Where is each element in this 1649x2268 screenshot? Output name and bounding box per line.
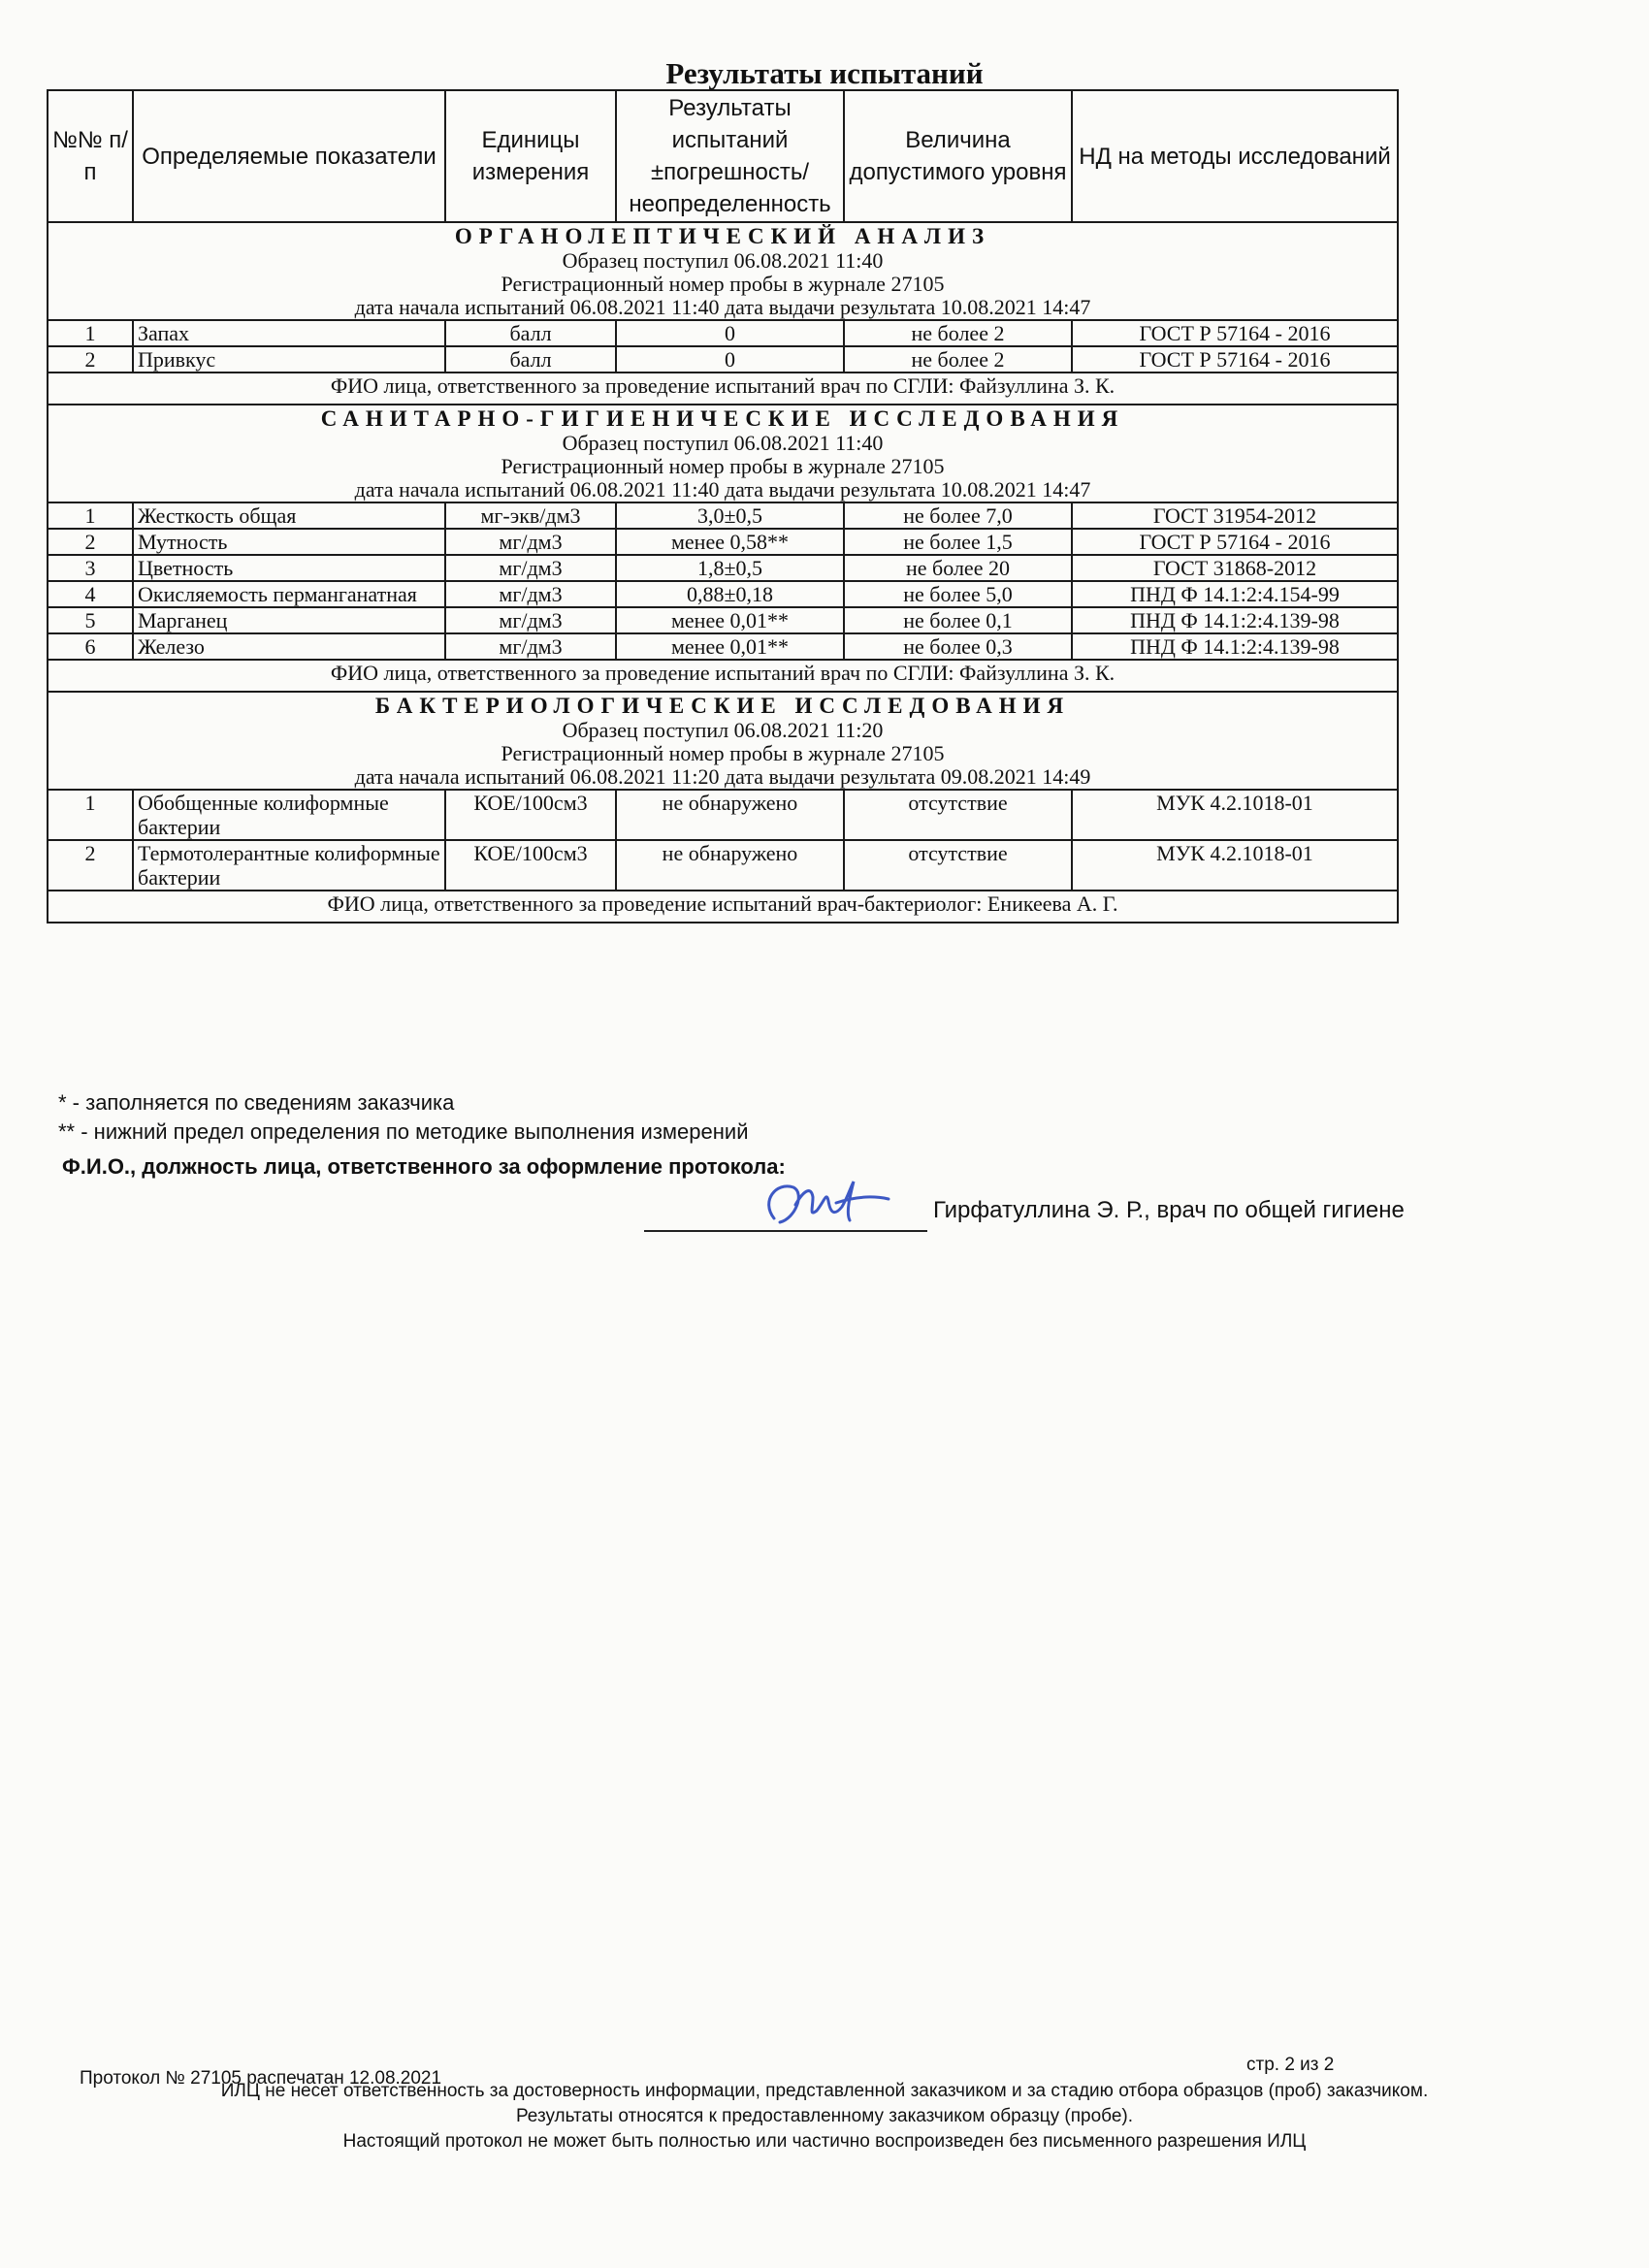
indicator-name: Обобщенные колиформные бактерии [133, 790, 445, 840]
method-cell: ПНД Ф 14.1:2:4.154-99 [1072, 581, 1398, 607]
method-cell: ГОСТ Р 57164 - 2016 [1072, 346, 1398, 373]
table-row [48, 346, 1398, 373]
table-row [48, 790, 1398, 840]
responsible-row [48, 891, 1398, 923]
footer-page-number: стр. 2 из 2 [1246, 2055, 1335, 2075]
method-cell: МУК 4.2.1018-01 [1072, 840, 1398, 891]
result-cell: менее 0,01** [616, 607, 844, 633]
section-header-cell [48, 405, 1398, 502]
row-number: 2 [48, 346, 133, 373]
method-cell: ГОСТ 31868-2012 [1072, 555, 1398, 581]
unit-cell: балл [445, 346, 616, 373]
unit-cell: мг/дм3 [445, 607, 616, 633]
limit-cell: не более 2 [844, 320, 1072, 346]
signer-name: Гирфатуллина Э. Р., врач по общей гигиене [933, 1197, 1405, 1223]
method-cell: ГОСТ Р 57164 - 2016 [1072, 529, 1398, 555]
indicator-name: Цветность [133, 555, 445, 581]
limit-cell: отсутствие [844, 790, 1072, 840]
test-dates: дата начала испытаний 06.08.2021 11:40 дата выдачи результата 10.08.2021 14:47 [354, 477, 1091, 502]
table-row [48, 581, 1398, 607]
responsible-person: ФИО лица, ответственного за проведение испытаний врач по СГЛИ: Файзуллина З. К. [48, 373, 1398, 405]
unit-cell: мг/дм3 [445, 555, 616, 581]
result-cell: 0 [616, 346, 844, 373]
registration-number: Регистрационный номер пробы в журнале 27105 [501, 272, 945, 296]
col-header-indicator: Определяемые показатели [133, 90, 445, 222]
method-cell: ГОСТ Р 57164 - 2016 [1072, 320, 1398, 346]
limit-cell: отсутствие [844, 840, 1072, 891]
responsible-person: ФИО лица, ответственного за проведение испытаний врач-бактериолог: Еникеева А. Г. [48, 891, 1398, 923]
signature-line [644, 1230, 927, 1232]
indicator-name: Окисляемость перманганатная [133, 581, 445, 607]
section-header [48, 222, 1398, 320]
header-row [48, 90, 1398, 222]
method-cell: ГОСТ 31954-2012 [1072, 502, 1398, 529]
unit-cell: мг/дм3 [445, 581, 616, 607]
footnote-lower-limit: ** - нижний предел определения по методике выполнения измерений [58, 1119, 749, 1144]
signer-label: Ф.И.О., должность лица, ответственного за оформление протокола: [62, 1154, 786, 1179]
responsible-person: ФИО лица, ответственного за проведение испытаний врач по СГЛИ: Файзуллина З. К. [48, 660, 1398, 692]
section-header-cell [48, 692, 1398, 790]
section-title: БАКТЕРИОЛОГИЧЕСКИЕ ИССЛЕДОВАНИЯ [374, 694, 1071, 718]
indicator-name: Запах [133, 320, 445, 346]
sample-received: Образец поступил 06.08.2021 11:20 [562, 718, 884, 742]
indicator-name: Марганец [133, 607, 445, 633]
unit-cell: мг-экв/дм3 [445, 502, 616, 529]
result-cell: 3,0±0,5 [616, 502, 844, 529]
unit-cell: мг/дм3 [445, 633, 616, 660]
table-row [48, 502, 1398, 529]
col-header-limit: Величина допустимого уровня [844, 90, 1072, 222]
results-table [47, 89, 1399, 923]
result-cell: 0,88±0,18 [616, 581, 844, 607]
result-cell: менее 0,58** [616, 529, 844, 555]
row-number: 6 [48, 633, 133, 660]
row-number: 1 [48, 790, 133, 840]
table-row [48, 607, 1398, 633]
unit-cell: КОЕ/100см3 [445, 790, 616, 840]
test-dates: дата начала испытаний 06.08.2021 11:40 дата выдачи результата 10.08.2021 14:47 [354, 295, 1091, 319]
registration-number: Регистрационный номер пробы в журнале 27105 [501, 741, 945, 765]
row-number: 5 [48, 607, 133, 633]
row-number: 1 [48, 320, 133, 346]
limit-cell: не более 5,0 [844, 581, 1072, 607]
unit-cell: мг/дм3 [445, 529, 616, 555]
method-cell: МУК 4.2.1018-01 [1072, 790, 1398, 840]
col-header-num: №№ п/п [48, 90, 133, 222]
result-cell: не обнаружено [616, 840, 844, 891]
footer-disclaimer-1: ИЛЦ не несет ответственность за достоверность информации, представленной заказчиком и за стадию отбора образцов (проб) заказчиком. [220, 2081, 1429, 2101]
footnote-customer: * - заполняется по сведениям заказчика [58, 1090, 455, 1115]
test-dates: дата начала испытаний 06.08.2021 11:20 дата выдачи результата 09.08.2021 14:49 [354, 764, 1091, 789]
limit-cell: не более 7,0 [844, 502, 1072, 529]
result-cell: 0 [616, 320, 844, 346]
result-cell: 1,8±0,5 [616, 555, 844, 581]
footer-disclaimer-2: Результаты относятся к предоставленному заказчиком образцу (пробе). [515, 2106, 1134, 2126]
limit-cell: не более 0,1 [844, 607, 1072, 633]
responsible-row [48, 373, 1398, 405]
indicator-name: Привкус [133, 346, 445, 373]
table-row [48, 555, 1398, 581]
unit-cell: балл [445, 320, 616, 346]
sample-received: Образец поступил 06.08.2021 11:40 [562, 248, 884, 273]
limit-cell: не более 20 [844, 555, 1072, 581]
row-number: 2 [48, 840, 133, 891]
table-row [48, 840, 1398, 891]
section-title: САНИТАРНО-ГИГИЕНИЧЕСКИЕ ИССЛЕДОВАНИЯ [320, 406, 1125, 431]
signature-image [757, 1162, 912, 1240]
limit-cell: не более 1,5 [844, 529, 1072, 555]
sample-received: Образец поступил 06.08.2021 11:40 [562, 431, 884, 455]
row-number: 1 [48, 502, 133, 529]
row-number: 2 [48, 529, 133, 555]
footer-disclaimers [0, 2079, 1649, 2155]
method-cell: ПНД Ф 14.1:2:4.139-98 [1072, 633, 1398, 660]
row-number: 4 [48, 581, 133, 607]
table-row [48, 529, 1398, 555]
registration-number: Регистрационный номер пробы в журнале 27105 [501, 454, 945, 478]
indicator-name: Мутность [133, 529, 445, 555]
table-row [48, 320, 1398, 346]
section-header [48, 692, 1398, 790]
row-number: 3 [48, 555, 133, 581]
section-title: ОРГАНОЛЕПТИЧЕСКИЙ АНАЛИЗ [454, 224, 991, 248]
indicator-name: Железо [133, 633, 445, 660]
indicator-name: Жесткость общая [133, 502, 445, 529]
col-header-result: Результаты испытаний ±погрешность/ неопределенность [616, 90, 844, 222]
footer-disclaimer-3: Настоящий протокол не может быть полностью или частично воспроизведен без письменного разрешения ИЛЦ [342, 2131, 1307, 2152]
section-header [48, 405, 1398, 502]
indicator-name: Термотолерантные колиформные бактерии [133, 840, 445, 891]
responsible-row [48, 660, 1398, 692]
table-row [48, 633, 1398, 660]
col-header-method: НД на методы исследований [1072, 90, 1398, 222]
limit-cell: не более 2 [844, 346, 1072, 373]
footer-protocol: Протокол № 27105 распечатан 12.08.2021 [80, 2068, 442, 2089]
col-header-units: Единицы измерения [445, 90, 616, 222]
result-cell: не обнаружено [616, 790, 844, 840]
footnotes [58, 1088, 748, 1147]
page-title: Результаты испытаний [665, 56, 984, 90]
unit-cell: КОЕ/100см3 [445, 840, 616, 891]
limit-cell: не более 0,3 [844, 633, 1072, 660]
method-cell: ПНД Ф 14.1:2:4.139-98 [1072, 607, 1398, 633]
result-cell: менее 0,01** [616, 633, 844, 660]
section-header-cell [48, 222, 1398, 320]
